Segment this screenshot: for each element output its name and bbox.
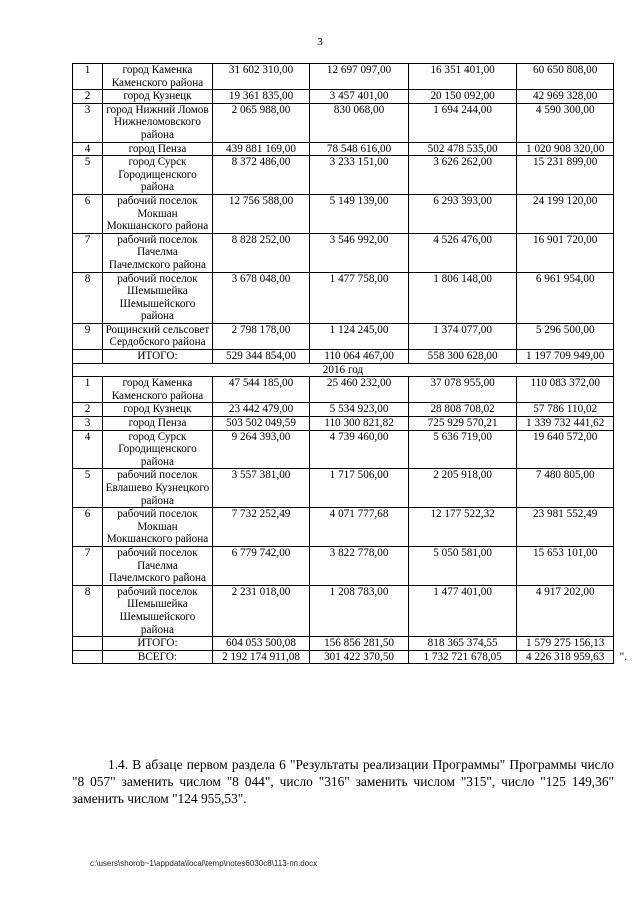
municipality-name: рабочий поселок Евлашево Кузнецкого района bbox=[103, 469, 213, 508]
value-c: 28 808 708,02 bbox=[408, 403, 517, 417]
table-row bbox=[73, 508, 614, 547]
grand-total-label: ВСЕГО: bbox=[103, 650, 213, 664]
value-d: 4 917 202,00 bbox=[517, 585, 614, 636]
value-b: 4 739 460,00 bbox=[310, 430, 409, 469]
municipality-name: город Каменка Каменского района bbox=[103, 64, 213, 90]
row-number: 7 bbox=[73, 546, 103, 585]
value-b: 5 534 923,00 bbox=[310, 403, 409, 417]
total-label: ИТОГО: bbox=[103, 350, 213, 364]
value-b: 830 068,00 bbox=[310, 103, 409, 142]
value-d: 1 020 908 320,00 bbox=[517, 142, 614, 156]
total-value-d: 1 579 275 156,13 bbox=[517, 637, 614, 651]
table-section-2015 bbox=[73, 64, 614, 350]
municipality-name: рабочий поселок Пачелма Пачелмского района bbox=[103, 233, 213, 272]
table-row bbox=[73, 350, 614, 364]
value-d: 15 653 101,00 bbox=[517, 546, 614, 585]
table-row bbox=[73, 430, 614, 469]
value-b: 1 717 506,00 bbox=[310, 469, 409, 508]
value-d: 4 590 300,00 bbox=[517, 103, 614, 142]
value-d: 42 969 328,00 bbox=[517, 90, 614, 104]
value-d: 7 480 805,00 bbox=[517, 469, 614, 508]
value-a: 8 372 486,00 bbox=[212, 156, 310, 195]
value-b: 1 124 245,00 bbox=[310, 323, 409, 349]
table-row bbox=[73, 64, 614, 90]
municipality-name: город Нижний Ломов Нижнеломовского района bbox=[103, 103, 213, 142]
row-number: 8 bbox=[73, 272, 103, 323]
value-c: 37 078 955,00 bbox=[408, 377, 517, 403]
grand-total-value-d-cell bbox=[517, 650, 627, 664]
row-number: 8 bbox=[73, 585, 103, 636]
municipality-name: рабочий поселок Шемышейка Шемышейского района bbox=[103, 585, 213, 636]
row-number: 4 bbox=[73, 142, 103, 156]
value-c: 1 477 401,00 bbox=[408, 585, 517, 636]
row-number: 2 bbox=[73, 90, 103, 104]
table-row bbox=[73, 142, 614, 156]
table-row bbox=[73, 90, 614, 104]
value-d: 1 339 732 441,62 bbox=[517, 417, 614, 431]
municipality-name: город Пенза bbox=[103, 142, 213, 156]
value-b: 4 071 777,68 bbox=[310, 508, 409, 547]
table-row bbox=[73, 156, 614, 195]
year-header-row bbox=[73, 363, 614, 377]
value-a: 47 544 185,00 bbox=[212, 377, 310, 403]
value-d: 24 199 120,00 bbox=[517, 194, 614, 233]
value-b: 78 548 616,00 bbox=[310, 142, 409, 156]
value-c: 5 636 719,00 bbox=[408, 430, 517, 469]
total-value-a: 604 053 500,08 bbox=[212, 637, 310, 651]
grand-total-value-d: 4 226 318 959,63 bbox=[526, 650, 605, 663]
table-row bbox=[73, 585, 614, 636]
grand-total-value-c: 1 732 721 678,05 bbox=[408, 650, 517, 664]
municipality-name: рабочий поселок Пачелма Пачелмского района bbox=[103, 546, 213, 585]
municipality-name: город Пенза bbox=[103, 417, 213, 431]
grand-total-value-b: 301 422 370,50 bbox=[310, 650, 409, 664]
value-c: 502 478 535,00 bbox=[408, 142, 517, 156]
municipality-name: город Кузнецк bbox=[103, 90, 213, 104]
page-number: 3 bbox=[317, 36, 323, 48]
row-number: 5 bbox=[73, 156, 103, 195]
table-row bbox=[73, 233, 614, 272]
value-b: 5 149 139,00 bbox=[310, 194, 409, 233]
grand-total-row bbox=[73, 650, 614, 664]
value-a: 3 557 381,00 bbox=[212, 469, 310, 508]
value-d: 57 786 110,02 bbox=[517, 403, 614, 417]
table-cell-empty bbox=[73, 637, 103, 651]
value-c: 12 177 522,32 bbox=[408, 508, 517, 547]
value-c: 16 351 401,00 bbox=[408, 64, 517, 90]
value-c: 20 150 092,00 bbox=[408, 90, 517, 104]
value-a: 12 756 588,00 bbox=[212, 194, 310, 233]
row-number: 1 bbox=[73, 64, 103, 90]
value-a: 31 602 310,00 bbox=[212, 64, 310, 90]
value-a: 19 361 835,00 bbox=[212, 90, 310, 104]
value-a: 2 798 178,00 bbox=[212, 323, 310, 349]
total-rows-2016 bbox=[73, 637, 627, 664]
value-d: 5 296 500,00 bbox=[517, 323, 614, 349]
table-row bbox=[73, 469, 614, 508]
row-number: 9 bbox=[73, 323, 103, 349]
municipality-name: город Кузнецк bbox=[103, 403, 213, 417]
value-b: 3 822 778,00 bbox=[310, 546, 409, 585]
total-value-b: 156 856 281,50 bbox=[310, 637, 409, 651]
value-a: 8 828 252,00 bbox=[212, 233, 310, 272]
value-a: 23 442 479,00 bbox=[212, 403, 310, 417]
value-c: 1 374 077,00 bbox=[408, 323, 517, 349]
value-a: 2 231 018,00 bbox=[212, 585, 310, 636]
table-row bbox=[73, 546, 614, 585]
value-b: 12 697 097,00 bbox=[310, 64, 409, 90]
municipality-name: рабочий поселок Мокшан Мокшанского района bbox=[103, 508, 213, 547]
total-value-c: 558 300 628,00 bbox=[408, 350, 517, 364]
row-number: 4 bbox=[73, 430, 103, 469]
value-b: 3 546 992,00 bbox=[310, 233, 409, 272]
row-number: 3 bbox=[73, 417, 103, 431]
row-number: 6 bbox=[73, 508, 103, 547]
table-row bbox=[73, 377, 614, 403]
value-a: 439 881 169,00 bbox=[212, 142, 310, 156]
row-number: 3 bbox=[73, 103, 103, 142]
amendment-paragraph: 1.4. В абзаце первом раздела 6 "Результаты реализации Программы" Программы число "8 057" заменить числом "8 044", число "316" заменить числом "315", число "125 149,36" заменить числом "124 955,53". bbox=[72, 757, 614, 806]
table-row bbox=[73, 637, 614, 651]
row-number: 7 bbox=[73, 233, 103, 272]
municipality-name: Рощинский сельсовет Сердобского района bbox=[103, 323, 213, 349]
row-number: 1 bbox=[73, 377, 103, 403]
total-value-c: 818 365 374,55 bbox=[408, 637, 517, 651]
table-cell-empty bbox=[73, 650, 103, 664]
value-d: 19 640 572,00 bbox=[517, 430, 614, 469]
total-value-b: 110 064 467,00 bbox=[310, 350, 409, 364]
value-d: 6 961 954,00 bbox=[517, 272, 614, 323]
row-number: 5 bbox=[73, 469, 103, 508]
municipality-name: город Каменка Каменского района bbox=[103, 377, 213, 403]
value-c: 2 205 918,00 bbox=[408, 469, 517, 508]
value-a: 9 264 393,00 bbox=[212, 430, 310, 469]
row-number: 2 bbox=[73, 403, 103, 417]
value-d: 110 083 372,00 bbox=[517, 377, 614, 403]
table-row bbox=[73, 194, 614, 233]
value-c: 1 694 244,00 bbox=[408, 103, 517, 142]
municipality-name: город Сурск Городищенского района bbox=[103, 156, 213, 195]
value-c: 5 050 581,00 bbox=[408, 546, 517, 585]
total-label: ИТОГО: bbox=[103, 637, 213, 651]
value-a: 503 502 049,59 bbox=[212, 417, 310, 431]
value-d: 60 650 808,00 bbox=[517, 64, 614, 90]
value-b: 25 460 232,00 bbox=[310, 377, 409, 403]
value-b: 1 208 783,00 bbox=[310, 585, 409, 636]
table-row bbox=[73, 323, 614, 349]
value-a: 3 678 048,00 bbox=[212, 272, 310, 323]
closing-quote: ". bbox=[619, 650, 627, 663]
total-value-a: 529 344 854,00 bbox=[212, 350, 310, 364]
footer-file-path: c:\users\shorob~1\appdata\local\temp\notes6030c8\113-пп.docx bbox=[90, 859, 318, 868]
table-row bbox=[73, 272, 614, 323]
value-a: 2 065 988,00 bbox=[212, 103, 310, 142]
funding-table bbox=[72, 63, 627, 664]
value-d: 16 901 720,00 bbox=[517, 233, 614, 272]
table-cell-empty bbox=[73, 350, 103, 364]
value-b: 3 233 151,00 bbox=[310, 156, 409, 195]
total-value-d: 1 197 709 949,00 bbox=[517, 350, 614, 364]
value-c: 4 526 476,00 bbox=[408, 233, 517, 272]
value-a: 6 779 742,00 bbox=[212, 546, 310, 585]
grand-total-value-a: 2 192 174 911,08 bbox=[212, 650, 310, 664]
value-c: 3 626 262,00 bbox=[408, 156, 517, 195]
table-row bbox=[73, 103, 614, 142]
value-b: 1 477 758,00 bbox=[310, 272, 409, 323]
total-row-2015 bbox=[73, 350, 614, 377]
row-number: 6 bbox=[73, 194, 103, 233]
value-c: 1 806 148,00 bbox=[408, 272, 517, 323]
value-d: 23 981 552,49 bbox=[517, 508, 614, 547]
municipality-name: рабочий поселок Шемышейка Шемышейского района bbox=[103, 272, 213, 323]
table-row bbox=[73, 417, 614, 431]
value-a: 7 732 252,49 bbox=[212, 508, 310, 547]
value-d: 15 231 899,00 bbox=[517, 156, 614, 195]
table-row bbox=[73, 403, 614, 417]
municipality-name: город Сурск Городищенского района bbox=[103, 430, 213, 469]
value-b: 110 300 821,82 bbox=[310, 417, 409, 431]
year-label: 2016 год bbox=[73, 363, 614, 377]
value-c: 725 929 570,21 bbox=[408, 417, 517, 431]
table-section-2016 bbox=[73, 377, 614, 637]
municipality-name: рабочий поселок Мокшан Мокшанского района bbox=[103, 194, 213, 233]
value-c: 6 293 393,00 bbox=[408, 194, 517, 233]
value-b: 3 457 401,00 bbox=[310, 90, 409, 104]
